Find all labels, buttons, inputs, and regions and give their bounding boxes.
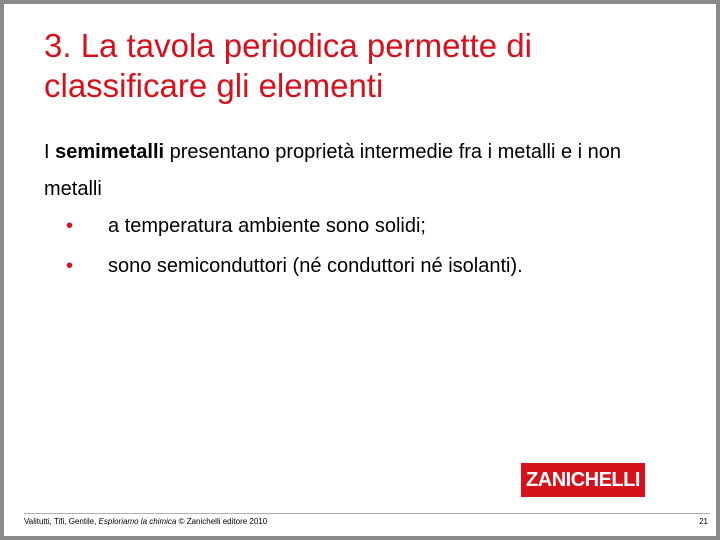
bullet-list xyxy=(66,206,523,286)
list-item xyxy=(66,246,523,286)
page-number: 21 xyxy=(699,517,708,526)
footer-credit xyxy=(24,517,267,526)
footer-divider xyxy=(24,513,710,514)
slide-title xyxy=(44,26,684,106)
list-item xyxy=(66,206,523,246)
bullet-icon: • xyxy=(66,255,74,277)
title-line-2: classificare gli elementi xyxy=(44,67,384,104)
bullet-text: sono semiconduttori (né conduttori né isolanti). xyxy=(108,255,523,277)
intro-rest: presentano proprietà intermedie fra i metalli e i non metalli xyxy=(44,141,621,200)
bullet-text: a temperatura ambiente sono solidi; xyxy=(108,215,426,237)
slide xyxy=(4,4,716,536)
intro-prefix: I xyxy=(44,141,56,163)
intro-bold-term: semimetalli xyxy=(55,141,165,163)
bullet-icon: • xyxy=(66,215,74,237)
footer-authors: Valitutti, Tifi, Gentile, xyxy=(24,517,99,526)
title-line-1: 3. La tavola periodica permette di xyxy=(44,27,532,64)
footer-book-title: Esploriamo la chimica xyxy=(98,517,177,526)
publisher-logo: ZANICHELLI xyxy=(521,463,645,497)
footer-copyright: © Zanichelli editore 2010 xyxy=(176,517,268,526)
intro-paragraph xyxy=(44,134,684,208)
